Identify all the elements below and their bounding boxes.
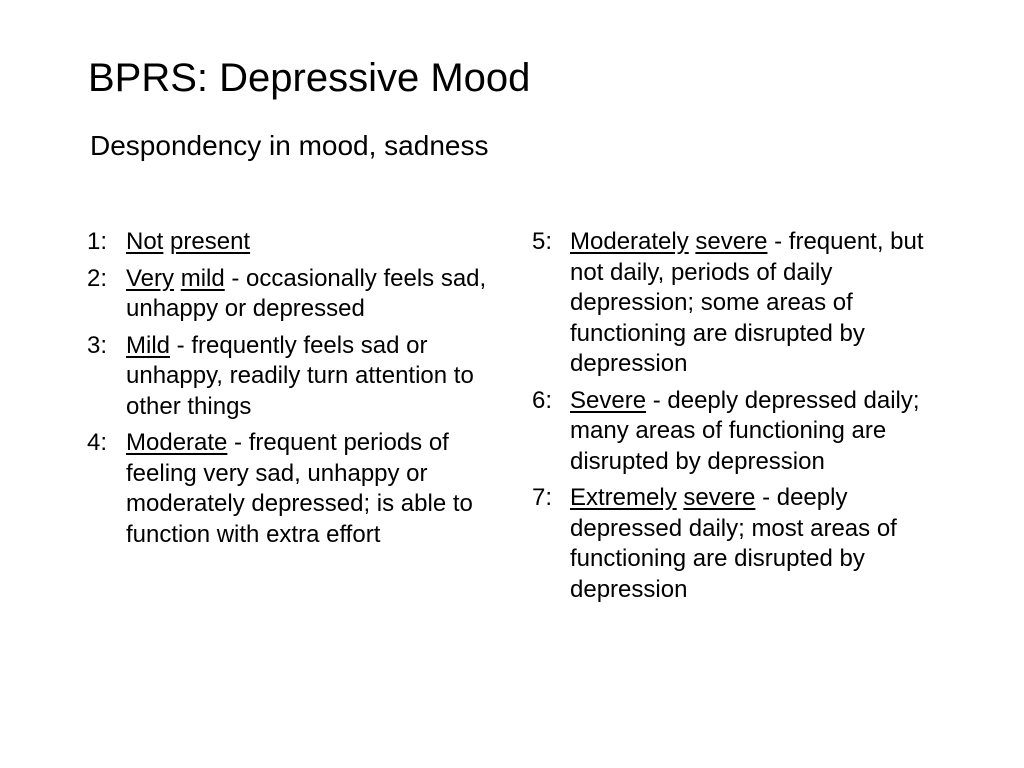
rating-term: Moderately [570,228,689,255]
rating-term: Mild [126,331,171,359]
rating-description: Moderately severe - frequent, but not daily, periods of daily depression; some areas of functioning are disrupted by depression [570,228,924,377]
rating-term: Very [126,264,175,292]
rating-description: Very mild - occasionally feels sad, unhappy or depressed [126,264,487,322]
rating-item-6 [532,386,952,478]
rating-number: 5: [532,228,553,255]
slide-subtitle: Despondency in mood, sadness [90,130,489,161]
rating-item-3 [87,331,499,423]
rating-description: Severe - deeply depressed daily; many areas of functioning are disrupted by depression [570,386,920,475]
rating-item-4 [87,428,499,550]
rating-term: mild [180,264,225,292]
rating-term: Extremely [570,484,677,511]
rating-item-1 [87,227,499,258]
ratings-right-column [532,227,952,611]
rating-number: 1: [87,228,108,255]
rating-item-5 [532,227,952,380]
rating-term: Severe [570,386,647,414]
slide-title: BPRS: Depressive Mood [88,56,531,100]
rating-description: Mild - frequently feels sad or unhappy, readily turn attention to other things [126,331,474,420]
rating-item-7 [532,483,952,605]
rating-description [126,227,499,258]
rating-term: Not [126,228,164,255]
ratings-left-column [87,227,499,556]
rating-item-2 [87,264,499,325]
rating-description: Extremely severe - deeply depressed daily; most areas of functioning are disrupted by depression [570,484,897,603]
rating-number: 3: [87,331,108,359]
rating-number: 6: [532,386,553,414]
rating-number: 7: [532,484,553,511]
rating-description: Moderate - frequent periods of feeling very sad, unhappy or moderately depressed; is able to function with extra effort [126,429,473,548]
rating-term: present [170,228,251,255]
rating-number: 4: [87,429,108,456]
rating-term: Moderate [126,429,228,456]
rating-number: 2: [87,264,108,292]
rating-term: severe [695,228,768,255]
rating-term: severe [683,484,756,511]
